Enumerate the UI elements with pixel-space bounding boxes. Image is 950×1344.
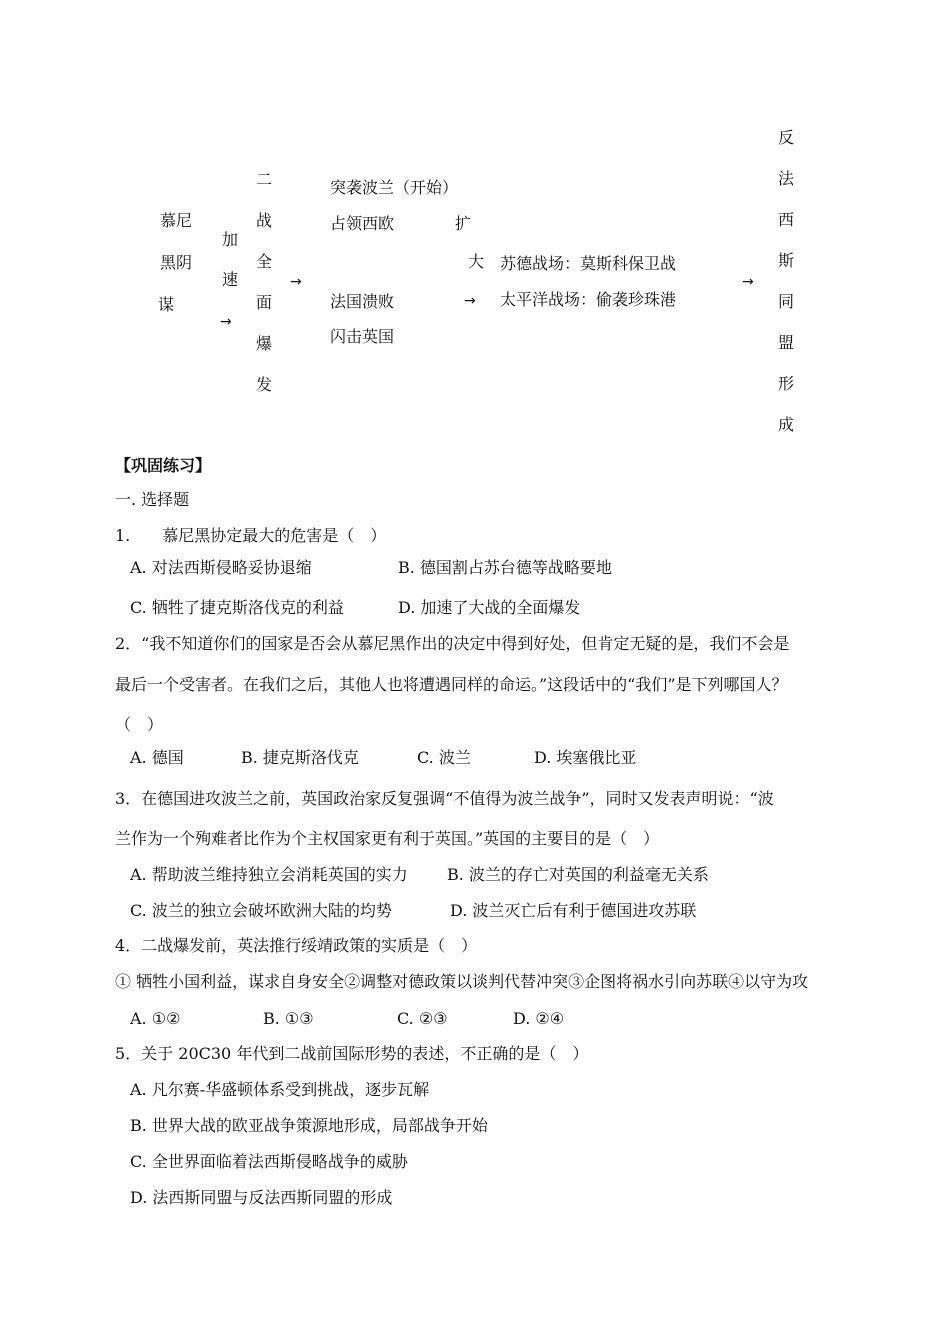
node-text: 速 <box>221 270 238 289</box>
q2-option-c: C. 波兰 <box>417 748 471 767</box>
q4-option-a: A. ①② <box>130 1009 181 1028</box>
node-text: 盟 <box>777 333 794 352</box>
expand-text: 扩 <box>455 214 472 233</box>
arrow-icon: → <box>742 274 754 290</box>
q4-option-d: D. ②④ <box>513 1009 565 1028</box>
front-text: 苏德战场：莫斯科保卫战 <box>500 254 677 273</box>
event-text: 占领西欧 <box>330 214 395 233</box>
q1-option-a: A. 对法西斯侵略妥协退缩 <box>130 558 312 577</box>
question-2-line-1: 2．“我不知道你们的国家是否会从慕尼黑作出的决定中得到好处，但肯定无疑的是，我们不会是 <box>115 634 790 653</box>
q4-option-c: C. ②③ <box>397 1009 448 1028</box>
question-4-stem: 4．二战爆发前，英法推行绥靖政策的实质是（ ） <box>115 936 478 955</box>
question-5-stem: 5．关于 20C30 年代到二战前国际形势的表述，不正确的是（ ） <box>115 1044 589 1063</box>
node-text: 成 <box>777 415 794 434</box>
question-4-statements: ① 牺牲小国利益，谋求自身安全②调整对德政策以谈判代替冲突③企图将祸水引向苏联④以守为攻 <box>115 972 809 991</box>
node-text: 形 <box>777 374 794 393</box>
q2-option-b: B. 捷克斯洛伐克 <box>241 748 359 767</box>
q5-option-b: B. 世界大战的欧亚战争策源地形成，局部战争开始 <box>130 1116 488 1135</box>
event-text: 闪击英国 <box>330 327 395 346</box>
arrow-icon: → <box>290 274 302 290</box>
section-title: 【巩固练习】 <box>115 456 212 475</box>
question-3-line-1: 3．在德国进攻波兰之前，英国政治家反复强调“不值得为波兰战争”，同时又发表声明说：“波 <box>115 789 774 808</box>
q4-option-b: B. ①③ <box>263 1009 314 1028</box>
q5-option-a: A. 凡尔赛-华盛顿体系受到挑战，逐步瓦解 <box>130 1080 430 1099</box>
q3-option-b: B. 波兰的存亡对英国的利益毫无关系 <box>447 865 709 884</box>
node-outbreak <box>254 159 274 405</box>
question-1-stem: 1. 慕尼黑协定最大的危害是（ ） <box>115 526 387 545</box>
subsection-title: 一. 选择题 <box>115 490 190 509</box>
node-text: 爆 <box>255 334 272 353</box>
node-munich <box>158 200 194 326</box>
q3-option-a: A. 帮助波兰维持独立会消耗英国的实力 <box>130 865 408 884</box>
node-text: 面 <box>255 293 272 312</box>
node-text: 反 <box>777 128 794 147</box>
front-text: 太平洋战场：偷袭珍珠港 <box>500 290 677 309</box>
node-text: 战 <box>255 211 272 230</box>
q3-option-c: C. 波兰的独立会破坏欧洲大陆的均势 <box>130 901 392 920</box>
node-text: 二 <box>255 170 272 189</box>
question-3-line-2: 兰作为一个殉难者比作为个主权国家更有利于英国。”英国的主要目的是（ ） <box>115 829 660 848</box>
event-text: 法国溃败 <box>330 292 395 311</box>
q3-option-d: D. 波兰灭亡后有利于德国进攻苏联 <box>450 901 697 920</box>
node-text: 斯 <box>777 251 794 270</box>
node-text: 谋 <box>158 295 175 314</box>
node-text: 发 <box>255 375 272 394</box>
node-text: 全 <box>255 252 272 271</box>
q2-option-d: D. 埃塞俄比亚 <box>534 748 637 767</box>
q1-option-c: C. 牺牲了捷克斯洛伐克的利益 <box>130 598 344 617</box>
node-text: 加 <box>221 230 238 249</box>
node-text: 慕尼 <box>159 211 192 230</box>
event-text: 突袭波兰（开始） <box>330 178 459 197</box>
arrow-icon: → <box>464 293 476 309</box>
node-text: 西 <box>777 210 794 229</box>
expand-text: 大 <box>468 252 485 271</box>
node-accelerate <box>220 220 240 300</box>
q1-option-b: B. 德国割占苏台德等战略要地 <box>398 558 612 577</box>
q2-option-a: A. 德国 <box>130 748 184 767</box>
question-2-line-3: （ ） <box>115 715 164 734</box>
arrow-icon: → <box>220 314 232 330</box>
q1-option-d: D. 加速了大战的全面爆发 <box>398 598 581 617</box>
node-alliance <box>776 117 796 445</box>
question-2-line-2: 最后一个受害者。在我们之后，其他人也将遭遇同样的命运。”这段话中的“我们”是下列哪国人？ <box>115 675 788 694</box>
q5-option-c: C. 全世界面临着法西斯侵略战争的威胁 <box>130 1152 408 1171</box>
node-text: 法 <box>777 169 794 188</box>
node-text: 同 <box>777 292 794 311</box>
node-text: 黑阴 <box>159 253 192 272</box>
q5-option-d: D. 法西斯同盟与反法西斯同盟的形成 <box>130 1188 393 1207</box>
